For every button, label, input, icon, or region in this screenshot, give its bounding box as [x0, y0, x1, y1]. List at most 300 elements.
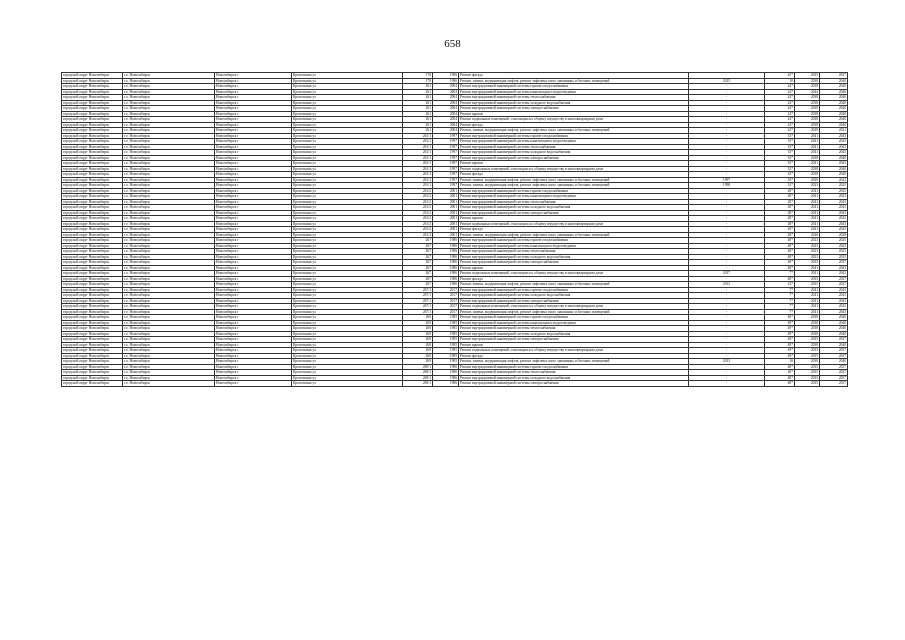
wear-cell: 49*: [765, 348, 795, 354]
work-type-cell: Ремонт, замена, модернизация лифтов, ремонт лифтовых шахт, машинных и блочных помещений: [459, 78, 689, 84]
house-cell: 261/2: [403, 216, 433, 222]
wear-cell: 28*: [765, 227, 795, 233]
built-year-cell: 1985: [433, 320, 459, 326]
district-cell: городской округ Новосибирск: [62, 194, 123, 200]
settlement-cell: Новосибирск г: [215, 353, 292, 359]
house-cell: 261/2: [403, 210, 433, 216]
plan-end-cell: 2043: [820, 287, 848, 293]
district-cell: городской округ Новосибирск: [62, 282, 123, 288]
plan-start-cell: 2038: [795, 95, 820, 101]
settlement-cell: Новосибирск г: [215, 298, 292, 304]
plan-end-cell: 2040: [820, 117, 848, 123]
plan-start-cell: 2038: [795, 155, 820, 161]
house-cell: 261: [403, 106, 433, 112]
plan-start-cell: 2023: [795, 249, 820, 255]
municipality-cell: г.о. Новосибирск: [123, 227, 215, 233]
district-cell: городской округ Новосибирск: [62, 210, 123, 216]
municipality-cell: г.о. Новосибирск: [123, 100, 215, 106]
wear-cell: 49*: [765, 320, 795, 326]
plan-start-cell: 2020: [795, 177, 820, 183]
street-cell: Кропоткина ул: [292, 205, 403, 211]
built-year-cell: 1986: [433, 265, 459, 271]
last-repair-cell: -: [689, 243, 765, 249]
settlement-cell: Новосибирск г: [215, 78, 292, 84]
work-type-cell: Ремонт, замена, модернизация лифтов, ремонт лифтовых шахт, машинных и блочных помещений: [459, 128, 689, 134]
work-type-cell: Ремонт внутридомовой инженерной системы горячего водоснабжения: [459, 238, 689, 244]
plan-start-cell: 2038: [795, 78, 820, 84]
work-type-cell: Ремонт внутридомовой инженерной системы электроснабжения: [459, 298, 689, 304]
plan-end-cell: 2043: [820, 210, 848, 216]
last-repair-cell: -: [689, 166, 765, 172]
last-repair-cell: -: [689, 381, 765, 387]
plan-end-cell: 2022: [820, 177, 848, 183]
street-cell: Кропоткина ул: [292, 348, 403, 354]
plan-start-cell: 2041: [795, 298, 820, 304]
plan-start-cell: 2023: [795, 183, 820, 189]
house-cell: 269: [403, 331, 433, 337]
built-year-cell: 2004: [433, 117, 459, 123]
plan-start-cell: 2041: [795, 139, 820, 145]
settlement-cell: Новосибирск г: [215, 210, 292, 216]
plan-end-cell: 2040: [820, 122, 848, 128]
last-repair-cell: -: [689, 210, 765, 216]
work-type-cell: Ремонт внутридомовой инженерной системы канализации и водоотведения: [459, 243, 689, 249]
capital-repair-table: [61, 72, 848, 387]
plan-start-cell: 2041: [795, 150, 820, 156]
plan-end-cell: 2043: [820, 293, 848, 299]
house-cell: 267: [403, 254, 433, 260]
plan-start-cell: 2041: [795, 221, 820, 227]
municipality-cell: г.о. Новосибирск: [123, 370, 215, 376]
plan-start-cell: 2035: [795, 73, 820, 79]
wear-cell: 33*: [765, 155, 795, 161]
street-cell: Кропоткина ул: [292, 232, 403, 238]
house-cell: 261: [403, 100, 433, 106]
house-cell: 267: [403, 276, 433, 282]
district-cell: городской округ Новосибирск: [62, 359, 123, 365]
last-repair-cell: -: [689, 128, 765, 134]
last-repair-cell: -: [689, 254, 765, 260]
built-year-cell: 1986: [433, 381, 459, 387]
house-cell: 269: [403, 348, 433, 354]
last-repair-cell: -: [689, 265, 765, 271]
street-cell: Кропоткина ул: [292, 276, 403, 282]
last-repair-cell: -: [689, 221, 765, 227]
municipality-cell: г.о. Новосибирск: [123, 331, 215, 337]
street-cell: Кропоткина ул: [292, 375, 403, 381]
district-cell: городской округ Новосибирск: [62, 320, 123, 326]
plan-end-cell: 2046: [820, 89, 848, 95]
plan-start-cell: 2026: [795, 232, 820, 238]
last-repair-cell: -: [689, 139, 765, 145]
district-cell: городской округ Новосибирск: [62, 133, 123, 139]
plan-start-cell: 2038: [795, 172, 820, 178]
house-cell: 267/1: [403, 304, 433, 310]
municipality-cell: г.о. Новосибирск: [123, 221, 215, 227]
settlement-cell: Новосибирск г: [215, 177, 292, 183]
wear-cell: 48*: [765, 276, 795, 282]
municipality-cell: г.о. Новосибирск: [123, 111, 215, 117]
plan-start-cell: 2041: [795, 205, 820, 211]
plan-start-cell: 2038: [795, 166, 820, 172]
municipality-cell: г.о. Новосибирск: [123, 337, 215, 343]
plan-end-cell: 2040: [820, 326, 848, 332]
municipality-cell: г.о. Новосибирск: [123, 320, 215, 326]
plan-end-cell: 2037: [820, 348, 848, 354]
plan-start-cell: 2035: [795, 348, 820, 354]
district-cell: городской округ Новосибирск: [62, 287, 123, 293]
plan-start-cell: 2038: [795, 117, 820, 123]
wear-cell: 48*: [765, 370, 795, 376]
municipality-cell: г.о. Новосибирск: [123, 155, 215, 161]
settlement-cell: Новосибирск г: [215, 122, 292, 128]
street-cell: Кропоткина ул: [292, 293, 403, 299]
plan-end-cell: 2037: [820, 282, 848, 288]
house-cell: 261/2: [403, 221, 433, 227]
district-cell: городской округ Новосибирск: [62, 304, 123, 310]
settlement-cell: Новосибирск г: [215, 359, 292, 365]
settlement-cell: Новосибирск г: [215, 232, 292, 238]
street-cell: Кропоткина ул: [292, 210, 403, 216]
street-cell: Кропоткина ул: [292, 199, 403, 205]
built-year-cell: 2017: [433, 287, 459, 293]
wear-cell: 32*: [765, 183, 795, 189]
street-cell: Кропоткина ул: [292, 309, 403, 315]
table-body: [62, 73, 848, 387]
wear-cell: 28*: [765, 205, 795, 211]
work-type-cell: Ремонт, замена, модернизация лифтов, ремонт лифтовых шахт, машинных и блочных помещений: [459, 183, 689, 189]
last-repair-cell: -: [689, 188, 765, 194]
municipality-cell: г.о. Новосибирск: [123, 353, 215, 359]
street-cell: Кропоткина ул: [292, 188, 403, 194]
plan-end-cell: 2031: [820, 128, 848, 134]
street-cell: Кропоткина ул: [292, 73, 403, 79]
street-cell: Кропоткина ул: [292, 342, 403, 348]
last-repair-cell: -: [689, 298, 765, 304]
street-cell: Кропоткина ул: [292, 265, 403, 271]
settlement-cell: Новосибирск г: [215, 150, 292, 156]
settlement-cell: Новосибирск г: [215, 161, 292, 167]
built-year-cell: 2001: [433, 188, 459, 194]
plan-start-cell: 2038: [795, 111, 820, 117]
built-year-cell: 1997: [433, 144, 459, 150]
municipality-cell: г.о. Новосибирск: [123, 216, 215, 222]
municipality-cell: г.о. Новосибирск: [123, 243, 215, 249]
plan-end-cell: 2043: [820, 188, 848, 194]
plan-start-cell: 2041: [795, 144, 820, 150]
municipality-cell: г.о. Новосибирск: [123, 166, 215, 172]
settlement-cell: Новосибирск г: [215, 342, 292, 348]
settlement-cell: Новосибирск г: [215, 106, 292, 112]
plan-end-cell: 2043: [820, 216, 848, 222]
last-repair-cell: 1998: [689, 183, 765, 189]
municipality-cell: г.о. Новосибирск: [123, 375, 215, 381]
work-type-cell: Ремонт внутридомовой инженерной системы электроснабжения: [459, 337, 689, 343]
house-cell: 261/1: [403, 144, 433, 150]
work-type-cell: Ремонт крыши: [459, 342, 689, 348]
municipality-cell: г.о. Новосибирск: [123, 199, 215, 205]
house-cell: 267: [403, 265, 433, 271]
settlement-cell: Новосибирск г: [215, 139, 292, 145]
municipality-cell: г.о. Новосибирск: [123, 95, 215, 101]
street-cell: Кропоткина ул: [292, 216, 403, 222]
built-year-cell: 2004: [433, 128, 459, 134]
municipality-cell: г.о. Новосибирск: [123, 194, 215, 200]
settlement-cell: Новосибирск г: [215, 249, 292, 255]
district-cell: городской округ Новосибирск: [62, 265, 123, 271]
plan-end-cell: 2040: [820, 84, 848, 90]
settlement-cell: Новосибирск г: [215, 370, 292, 376]
municipality-cell: г.о. Новосибирск: [123, 381, 215, 387]
house-cell: 269/1: [403, 370, 433, 376]
house-cell: 267/1: [403, 293, 433, 299]
plan-start-cell: 2041: [795, 271, 820, 277]
municipality-cell: г.о. Новосибирск: [123, 89, 215, 95]
settlement-cell: Новосибирск г: [215, 166, 292, 172]
wear-cell: 49*: [765, 326, 795, 332]
plan-end-cell: 2037: [820, 370, 848, 376]
last-repair-cell: -: [689, 199, 765, 205]
built-year-cell: 2001: [433, 221, 459, 227]
plan-end-cell: 2043: [820, 205, 848, 211]
plan-end-cell: 2025: [820, 254, 848, 260]
work-type-cell: Ремонт внутридомовой инженерной системы горячего водоснабжения: [459, 287, 689, 293]
plan-end-cell: 2037: [820, 353, 848, 359]
district-cell: городской округ Новосибирск: [62, 150, 123, 156]
settlement-cell: Новосибирск г: [215, 315, 292, 321]
street-cell: Кропоткина ул: [292, 287, 403, 293]
plan-start-cell: 2044: [795, 89, 820, 95]
house-cell: 261: [403, 111, 433, 117]
district-cell: городской округ Новосибирск: [62, 364, 123, 370]
plan-start-cell: 2038: [795, 342, 820, 348]
plan-start-cell: 2041: [795, 133, 820, 139]
work-type-cell: Ремонт фасада: [459, 172, 689, 178]
work-type-cell: Ремонт, замена, модернизация лифтов, ремонт лифтовых шахт, машинных и блочных помещений: [459, 282, 689, 288]
district-cell: городской округ Новосибирск: [62, 106, 123, 112]
built-year-cell: 2001: [433, 232, 459, 238]
district-cell: городской округ Новосибирск: [62, 298, 123, 304]
house-cell: 269: [403, 320, 433, 326]
house-cell: 261/2: [403, 232, 433, 238]
district-cell: городской округ Новосибирск: [62, 260, 123, 266]
wear-cell: 28*: [765, 232, 795, 238]
last-repair-cell: -: [689, 150, 765, 156]
municipality-cell: г.о. Новосибирск: [123, 188, 215, 194]
last-repair-cell: -: [689, 144, 765, 150]
street-cell: Кропоткина ул: [292, 381, 403, 387]
plan-end-cell: 2043: [820, 265, 848, 271]
municipality-cell: г.о. Новосибирск: [123, 364, 215, 370]
built-year-cell: 2004: [433, 84, 459, 90]
district-cell: городской округ Новосибирск: [62, 73, 123, 79]
district-cell: городской округ Новосибирск: [62, 128, 123, 134]
built-year-cell: 2017: [433, 309, 459, 315]
work-type-cell: Ремонт внутридомовой инженерной системы горячего водоснабжения: [459, 364, 689, 370]
wear-cell: 24*: [765, 100, 795, 106]
work-type-cell: Ремонт внутридомовой инженерной системы холодного водоснабжения: [459, 100, 689, 106]
plan-start-cell: 2041: [795, 265, 820, 271]
plan-start-cell: 2035: [795, 282, 820, 288]
last-repair-cell: -: [689, 348, 765, 354]
last-repair-cell: -: [689, 287, 765, 293]
municipality-cell: г.о. Новосибирск: [123, 78, 215, 84]
work-type-cell: Ремонт внутридомовой инженерной системы электроснабжения: [459, 155, 689, 161]
last-repair-cell: -: [689, 172, 765, 178]
municipality-cell: г.о. Новосибирск: [123, 326, 215, 332]
plan-start-cell: 2038: [795, 326, 820, 332]
last-repair-cell: -: [689, 89, 765, 95]
municipality-cell: г.о. Новосибирск: [123, 139, 215, 145]
plan-end-cell: 2043: [820, 309, 848, 315]
settlement-cell: Новосибирск г: [215, 260, 292, 266]
district-cell: городской округ Новосибирск: [62, 221, 123, 227]
last-repair-cell: -: [689, 161, 765, 167]
last-repair-cell: 2013: [689, 359, 765, 365]
municipality-cell: г.о. Новосибирск: [123, 73, 215, 79]
plan-end-cell: 2040: [820, 106, 848, 112]
work-type-cell: Ремонт, замена, модернизация лифтов, ремонт лифтовых шахт, машинных и блочных помещений: [459, 232, 689, 238]
work-type-cell: Ремонт внутридомовой инженерной системы канализации и водоотведения: [459, 139, 689, 145]
plan-end-cell: 2043: [820, 194, 848, 200]
street-cell: Кропоткина ул: [292, 166, 403, 172]
last-repair-cell: -: [689, 95, 765, 101]
plan-start-cell: 2041: [795, 199, 820, 205]
settlement-cell: Новосибирск г: [215, 100, 292, 106]
built-year-cell: 1997: [433, 161, 459, 167]
plan-end-cell: 2040: [820, 315, 848, 321]
built-year-cell: 1986: [433, 249, 459, 255]
settlement-cell: Новосибирск г: [215, 216, 292, 222]
built-year-cell: 1986: [433, 271, 459, 277]
last-repair-cell: 2015: [689, 78, 765, 84]
street-cell: Кропоткина ул: [292, 337, 403, 343]
settlement-cell: Новосибирск г: [215, 111, 292, 117]
plan-start-cell: 2038: [795, 106, 820, 112]
built-year-cell: 1997: [433, 155, 459, 161]
last-repair-cell: -: [689, 194, 765, 200]
street-cell: Кропоткина ул: [292, 95, 403, 101]
settlement-cell: Новосибирск г: [215, 265, 292, 271]
last-repair-cell: -: [689, 84, 765, 90]
settlement-cell: Новосибирск г: [215, 128, 292, 134]
wear-cell: 48*: [765, 254, 795, 260]
district-cell: городской округ Новосибирск: [62, 139, 123, 145]
built-year-cell: 1986: [433, 260, 459, 266]
plan-start-cell: 2035: [795, 353, 820, 359]
district-cell: городской округ Новосибирск: [62, 144, 123, 150]
house-cell: 269: [403, 359, 433, 365]
municipality-cell: г.о. Новосибирск: [123, 122, 215, 128]
wear-cell: 33*: [765, 166, 795, 172]
house-cell: 261/2: [403, 199, 433, 205]
plan-end-cell: 2040: [820, 342, 848, 348]
settlement-cell: Новосибирск г: [215, 199, 292, 205]
settlement-cell: Новосибирск г: [215, 304, 292, 310]
street-cell: Кропоткина ул: [292, 128, 403, 134]
municipality-cell: г.о. Новосибирск: [123, 133, 215, 139]
settlement-cell: Новосибирск г: [215, 287, 292, 293]
municipality-cell: г.о. Новосибирск: [123, 161, 215, 167]
municipality-cell: г.о. Новосибирск: [123, 106, 215, 112]
street-cell: Кропоткина ул: [292, 133, 403, 139]
built-year-cell: 2001: [433, 227, 459, 233]
built-year-cell: 2004: [433, 122, 459, 128]
street-cell: Кропоткина ул: [292, 122, 403, 128]
district-cell: городской округ Новосибирск: [62, 309, 123, 315]
district-cell: городской округ Новосибирск: [62, 111, 123, 117]
wear-cell: 24*: [765, 117, 795, 123]
last-repair-cell: -: [689, 238, 765, 244]
settlement-cell: Новосибирск г: [215, 238, 292, 244]
house-cell: 261/1: [403, 177, 433, 183]
wear-cell: 10: [765, 78, 795, 84]
street-cell: Кропоткина ул: [292, 370, 403, 376]
street-cell: Кропоткина ул: [292, 254, 403, 260]
municipality-cell: г.о. Новосибирск: [123, 84, 215, 90]
street-cell: Кропоткина ул: [292, 78, 403, 84]
plan-start-cell: 2038: [795, 331, 820, 337]
last-repair-cell: -: [689, 111, 765, 117]
district-cell: городской округ Новосибирск: [62, 276, 123, 282]
district-cell: городской округ Новосибирск: [62, 243, 123, 249]
municipality-cell: г.о. Новосибирск: [123, 265, 215, 271]
street-cell: Кропоткина ул: [292, 353, 403, 359]
plan-start-cell: 2041: [795, 188, 820, 194]
street-cell: Кропоткина ул: [292, 282, 403, 288]
house-cell: 267: [403, 249, 433, 255]
work-type-cell: Ремонт фасада: [459, 276, 689, 282]
settlement-cell: Новосибирск г: [215, 183, 292, 189]
settlement-cell: Новосибирск г: [215, 293, 292, 299]
work-type-cell: Ремонт внутридомовой инженерной системы канализации и водоотведения: [459, 194, 689, 200]
work-type-cell: Ремонт внутридомовой инженерной системы теплоснабжения: [459, 199, 689, 205]
plan-end-cell: 2028: [820, 232, 848, 238]
built-year-cell: 2004: [433, 100, 459, 106]
work-type-cell: Ремонт фасада: [459, 227, 689, 233]
work-type-cell: Ремонт внутридомовой инженерной системы холодного водоснабжения: [459, 205, 689, 211]
wear-cell: 49*: [765, 342, 795, 348]
street-cell: Кропоткина ул: [292, 221, 403, 227]
built-year-cell: 2001: [433, 205, 459, 211]
last-repair-cell: -: [689, 293, 765, 299]
house-cell: 178: [403, 73, 433, 79]
settlement-cell: Новосибирск г: [215, 73, 292, 79]
work-type-cell: Ремонт внутридомовой инженерной системы горячего водоснабжения: [459, 315, 689, 321]
settlement-cell: Новосибирск г: [215, 320, 292, 326]
house-cell: 269/1: [403, 375, 433, 381]
plan-end-cell: 2043: [820, 144, 848, 150]
house-cell: 261/1: [403, 166, 433, 172]
work-type-cell: Ремонт внутридомовой инженерной системы холодного водоснабжения: [459, 331, 689, 337]
settlement-cell: Новосибирск г: [215, 364, 292, 370]
house-cell: 267/1: [403, 287, 433, 293]
work-type-cell: Ремонт внутридомовой инженерной системы электроснабжения: [459, 210, 689, 216]
settlement-cell: Новосибирск г: [215, 381, 292, 387]
street-cell: Кропоткина ул: [292, 106, 403, 112]
built-year-cell: 1986: [433, 282, 459, 288]
district-cell: городской округ Новосибирск: [62, 337, 123, 343]
last-repair-cell: -: [689, 117, 765, 123]
district-cell: городской округ Новосибирск: [62, 326, 123, 332]
built-year-cell: 1986: [433, 276, 459, 282]
wear-cell: 33*: [765, 177, 795, 183]
district-cell: городской округ Новосибирск: [62, 271, 123, 277]
district-cell: городской округ Новосибирск: [62, 254, 123, 260]
plan-start-cell: 2041: [795, 309, 820, 315]
street-cell: Кропоткина ул: [292, 117, 403, 123]
municipality-cell: г.о. Новосибирск: [123, 128, 215, 134]
